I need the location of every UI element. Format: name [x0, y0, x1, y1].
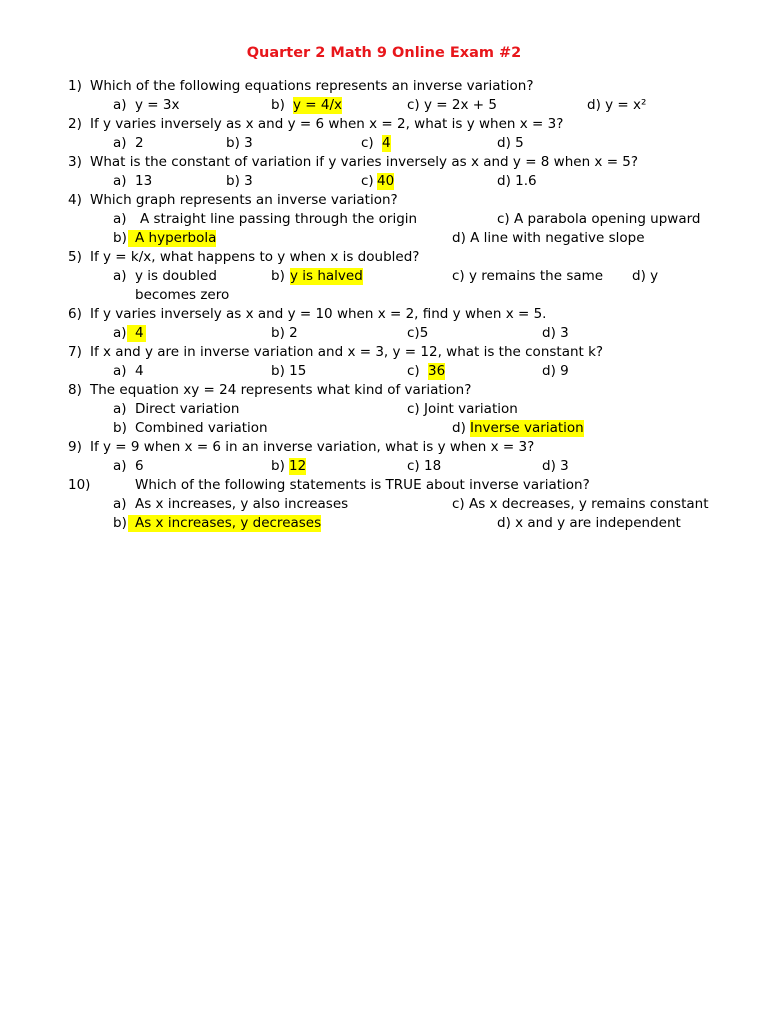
question-text: If y = k/x, what happens to y when x is doubled?: [90, 249, 420, 265]
option-label-a: a): [113, 325, 127, 341]
option-label-a: a): [113, 211, 127, 227]
option-label-a: a): [113, 173, 127, 189]
option-d: d) 9: [542, 363, 569, 379]
option-label-a: a): [113, 268, 127, 284]
question-number: 3): [68, 154, 82, 170]
option-label-b: b): [113, 515, 127, 531]
question-number: 4): [68, 192, 82, 208]
option-label-b: b): [113, 230, 127, 246]
option-label-c: c): [407, 363, 420, 379]
question-text: If y = 9 when x = 6 in an inverse variation, what is y when x = 3?: [90, 439, 535, 455]
option-c: c) A parabola opening upward: [497, 211, 701, 227]
option-label-a: a): [113, 458, 127, 474]
option-c: c) Joint variation: [407, 401, 518, 417]
option-d: d) 3: [542, 325, 569, 341]
option-d: d) y = x²: [587, 97, 647, 113]
option-b-answer: As x increases, y decreases: [128, 515, 321, 532]
option-a: y = 3x: [135, 97, 180, 113]
option-a: y is doubled: [135, 268, 217, 284]
option-d: d) y: [632, 268, 659, 284]
option-d: d) 1.6: [497, 173, 537, 189]
option-d: d) x and y are independent: [497, 515, 681, 531]
question-text: If y varies inversely as x and y = 6 when x = 2, what is y when x = 3?: [90, 116, 564, 132]
question-text: Which graph represents an inverse variation?: [90, 192, 398, 208]
question-text: Which of the following statements is TRUE about inverse variation?: [135, 477, 590, 493]
option-c: c) As x decreases, y remains constant: [452, 496, 709, 512]
option-d: d) 5: [497, 135, 524, 151]
option-c: c) y = 2x + 5: [407, 97, 497, 113]
question-number: 5): [68, 249, 82, 265]
question-text: If y varies inversely as x and y = 10 when x = 2, find y when x = 5.: [90, 306, 547, 322]
option-label-d: d): [452, 420, 466, 436]
question-number: 8): [68, 382, 82, 398]
question-text: If x and y are in inverse variation and x = 3, y = 12, what is the constant k?: [90, 344, 604, 360]
option-a: 4: [135, 363, 144, 379]
question-number: 10): [68, 477, 91, 493]
question-number: 7): [68, 344, 82, 360]
option-c-answer: 4: [382, 135, 391, 151]
option-label-c: c): [361, 173, 374, 189]
option-c-answer: 40: [377, 173, 395, 189]
question-number: 2): [68, 116, 82, 132]
option-b-answer: y = 4/x: [293, 97, 343, 113]
option-b-answer: 12: [289, 458, 307, 474]
option-c-answer: 36: [428, 363, 446, 379]
question-number: 1): [68, 78, 82, 94]
option-c: c) 18: [407, 458, 442, 474]
option-b: b) 3: [226, 135, 253, 151]
exam-title: Quarter 2 Math 9 Online Exam #2: [246, 45, 522, 61]
option-label-b: b): [113, 420, 127, 436]
option-a: Direct variation: [135, 401, 240, 417]
option-a: 6: [135, 458, 144, 474]
option-d-continued: becomes zero: [135, 287, 230, 303]
option-label-a: a): [113, 496, 127, 512]
option-b: b) 3: [226, 173, 253, 189]
option-a: As x increases, y also increases: [135, 496, 349, 512]
option-a: 13: [135, 173, 153, 189]
option-d: d) 3: [542, 458, 569, 474]
question-number: 6): [68, 306, 82, 322]
option-label-a: a): [113, 135, 127, 151]
option-b: b) 2: [271, 325, 298, 341]
option-label-b: b): [271, 268, 285, 284]
option-d-answer: Inverse variation: [470, 420, 584, 436]
question-number: 9): [68, 439, 82, 455]
option-label-a: a): [113, 401, 127, 417]
option-label-b: b): [271, 97, 285, 113]
option-b-answer: A hyperbola: [128, 230, 216, 247]
question-text: What is the constant of variation if y varies inversely as x and y = 8 when x = 5?: [90, 154, 639, 170]
option-b: Combined variation: [135, 420, 268, 436]
question-text: The equation xy = 24 represents what kind of variation?: [90, 382, 472, 398]
option-d: d) A line with negative slope: [452, 230, 645, 246]
question-text: Which of the following equations represents an inverse variation?: [90, 78, 534, 94]
option-label-b: b): [271, 458, 285, 474]
option-b-answer: y is halved: [290, 268, 363, 284]
option-c: c)5: [407, 325, 429, 341]
option-label-a: a): [113, 363, 127, 379]
option-b: b) 15: [271, 363, 307, 379]
option-label-c: c): [361, 135, 374, 151]
option-a-answer: 4: [127, 325, 146, 342]
option-c: c) y remains the same: [452, 268, 604, 284]
option-label-a: a): [113, 97, 127, 113]
option-a: 2: [135, 135, 144, 151]
option-a: A straight line passing through the origin: [140, 211, 418, 227]
